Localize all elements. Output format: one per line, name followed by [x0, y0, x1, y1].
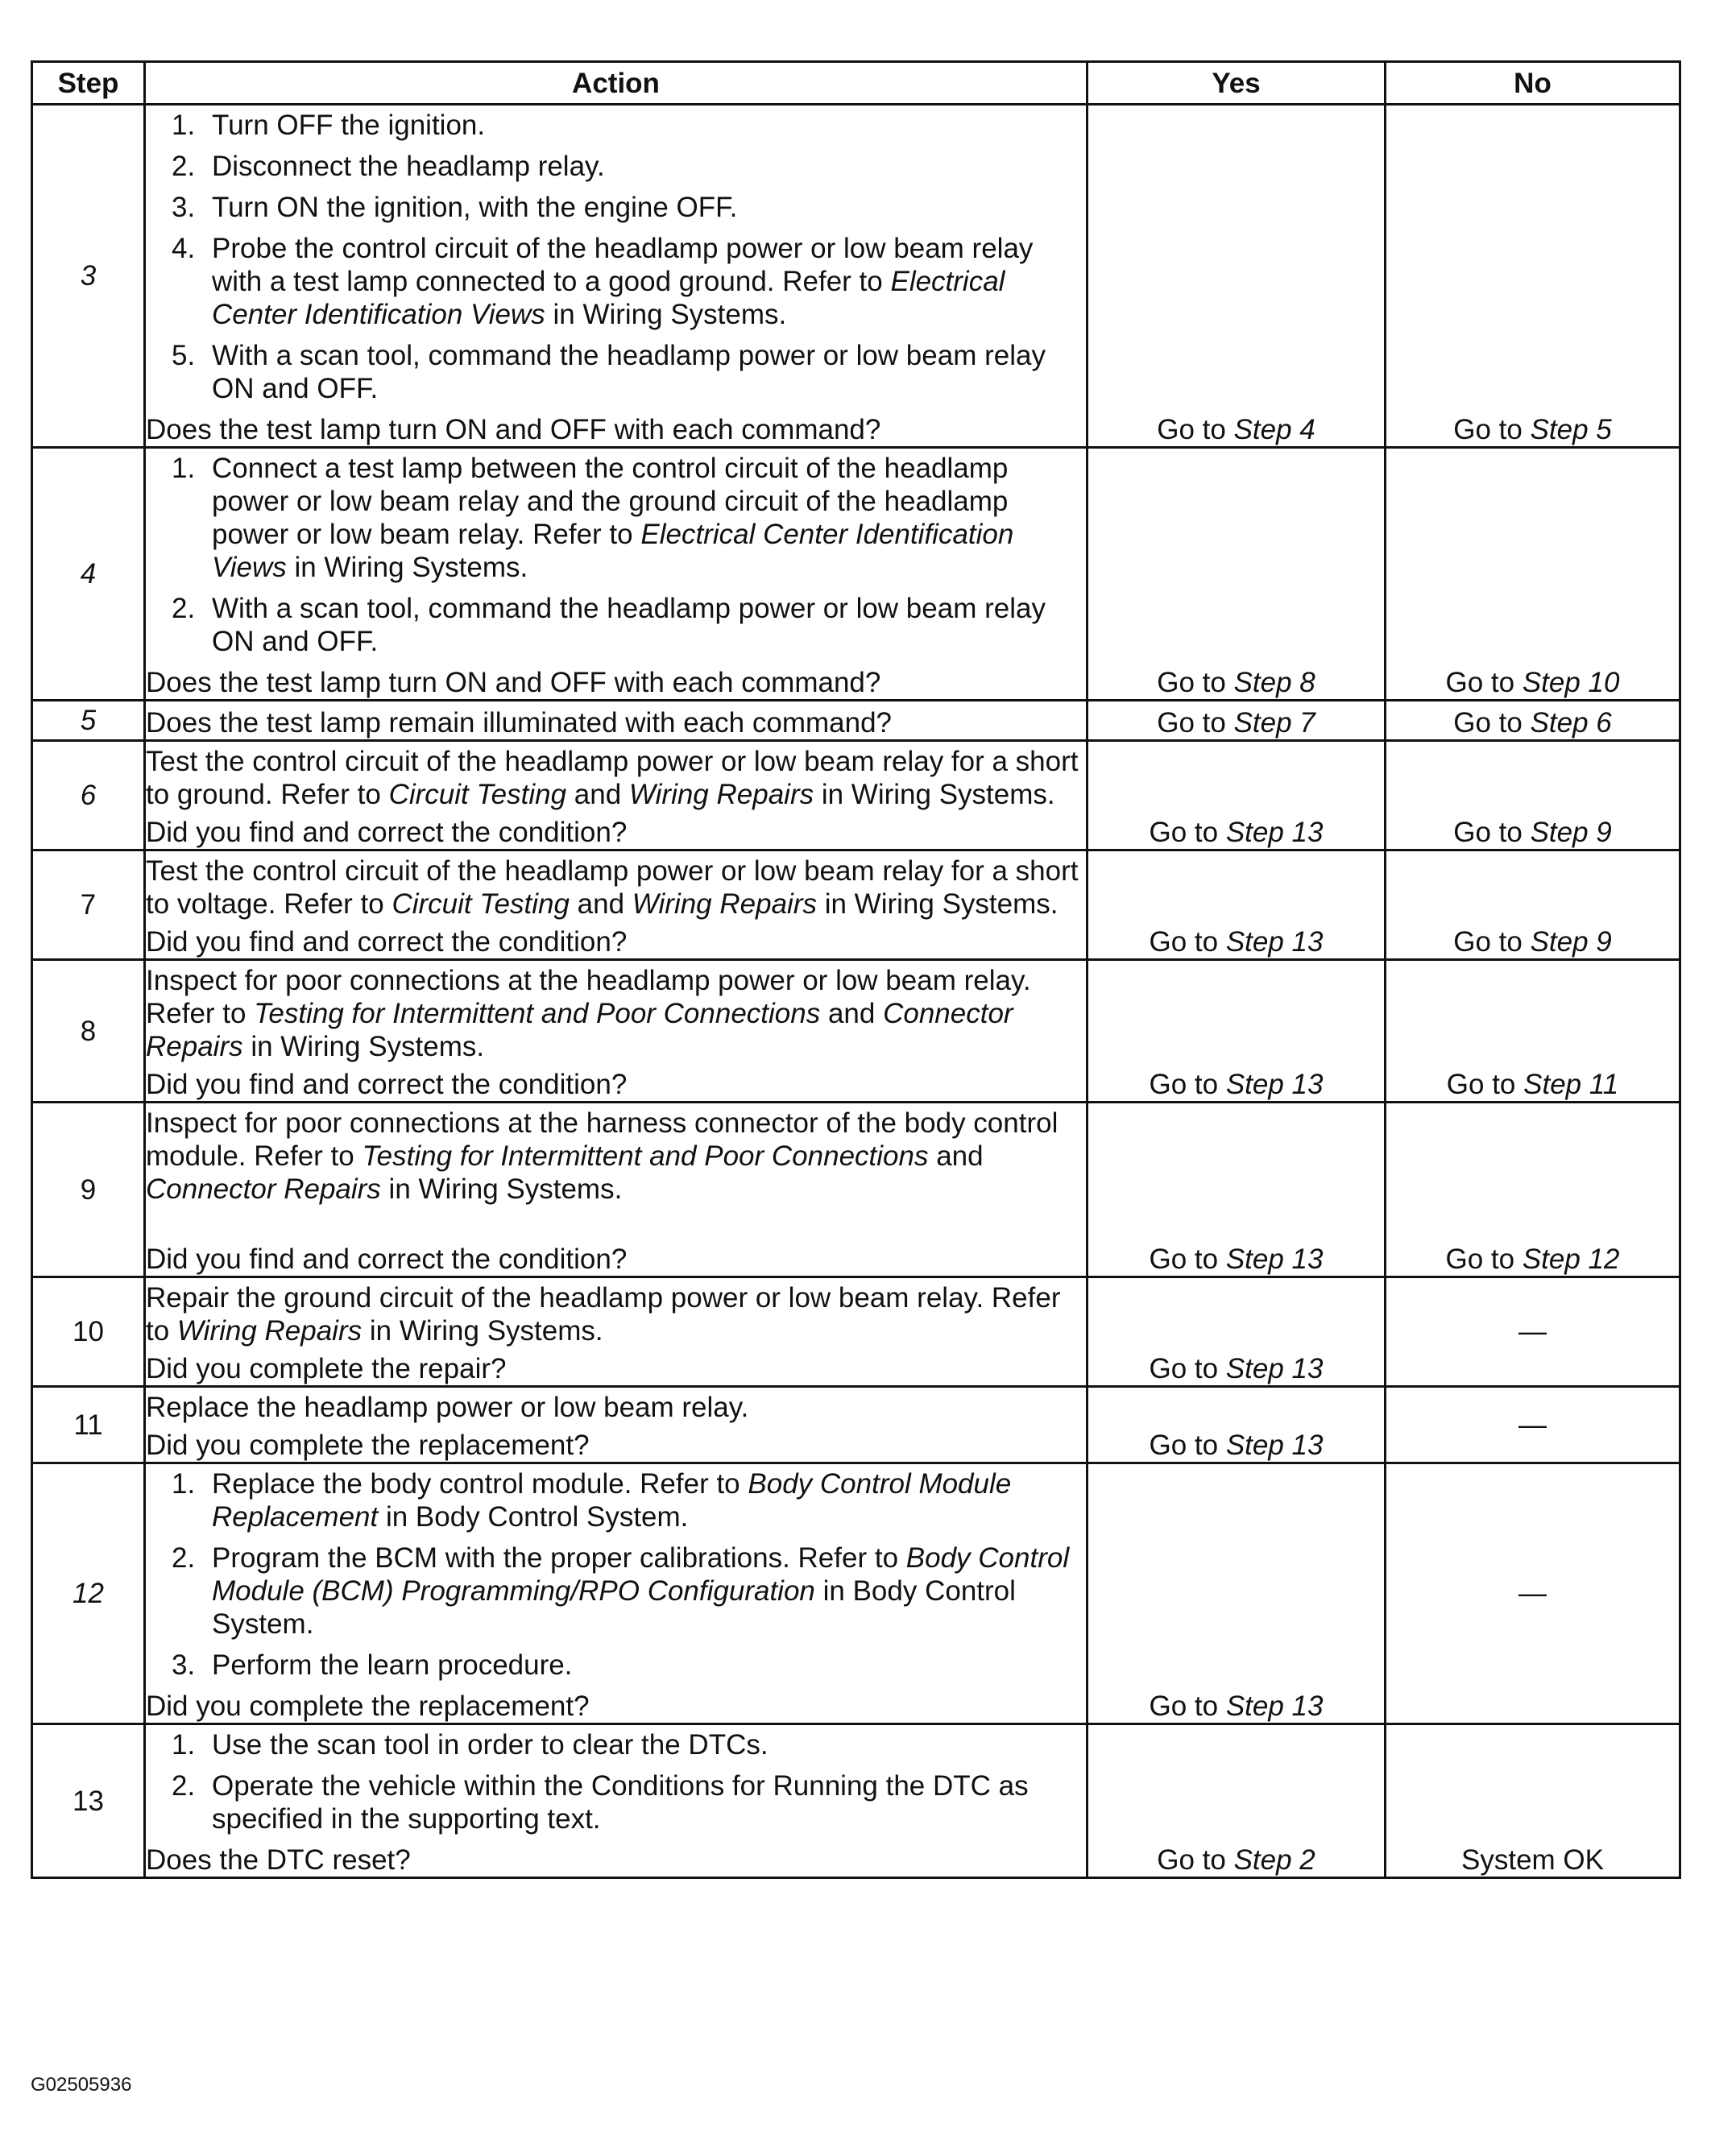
- action-list: [146, 1467, 1086, 1682]
- step-number: 6: [32, 741, 145, 850]
- text-segment: Go to: [1149, 926, 1226, 958]
- diagnostic-table: [31, 60, 1681, 1879]
- reference-text: Body Control Module Replacement: [212, 1468, 1012, 1533]
- no-cell: [1386, 105, 1680, 448]
- text-segment: Use the scan tool in order to clear the DTCs.: [212, 1729, 768, 1761]
- text-segment: Inspect for poor connections at the harness connector of the body control module. Refer to: [146, 1107, 1058, 1172]
- action-list-item: [146, 1769, 1086, 1835]
- table-row: [32, 741, 1680, 850]
- text-segment: —: [1518, 1409, 1547, 1441]
- text-segment: Go to: [1445, 667, 1522, 698]
- text-segment: System OK: [1461, 1844, 1604, 1876]
- step-number: 11: [32, 1387, 145, 1463]
- text-segment: Replace the headlamp power or low beam relay.: [146, 1392, 749, 1423]
- step-number: 8: [32, 960, 145, 1103]
- list-number: 4.: [172, 233, 196, 264]
- action-text: [146, 1107, 1086, 1206]
- no-cell: [1386, 850, 1680, 960]
- table-row: [32, 1103, 1680, 1277]
- yes-cell: [1088, 1463, 1386, 1724]
- text-segment: Disconnect the headlamp relay.: [212, 151, 605, 182]
- text-segment: and: [820, 998, 884, 1029]
- list-number: 2.: [172, 151, 196, 182]
- text-segment: Turn OFF the ignition.: [212, 110, 486, 141]
- reference-text: Step 8: [1233, 667, 1315, 698]
- question-text: Does the test lamp remain illuminated with each command?: [146, 707, 892, 739]
- list-number: 1.: [172, 1468, 196, 1500]
- no-cell: [1386, 960, 1680, 1103]
- text-segment: Go to: [1149, 1430, 1226, 1461]
- text-segment: Test the control circuit of the headlamp power or low beam relay for a short to ground. Refer to: [146, 746, 1079, 810]
- reference-text: Step 12: [1522, 1244, 1620, 1275]
- step-number: 13: [32, 1724, 145, 1878]
- no-cell: [1386, 1387, 1680, 1463]
- reference-text: Circuit Testing: [392, 888, 570, 920]
- text-segment: Replace the body control module. Refer to: [212, 1468, 748, 1500]
- yes-cell: [1088, 850, 1386, 960]
- text-segment: Go to: [1149, 1069, 1226, 1100]
- reference-text: Step 13: [1225, 1430, 1324, 1461]
- action-cell: [145, 1277, 1088, 1387]
- text-segment: Repair the ground circuit of the headlamp power or low beam relay. Refer to: [146, 1282, 1061, 1347]
- yes-cell: [1088, 960, 1386, 1103]
- reference-text: Step 13: [1225, 1690, 1324, 1722]
- text-segment: in Wiring Systems.: [814, 779, 1055, 810]
- table-row: [32, 960, 1680, 1103]
- step-number: 3: [32, 105, 145, 448]
- text-segment: and: [928, 1140, 984, 1172]
- reference-text: Testing for Intermittent and Poor Connections: [362, 1140, 929, 1172]
- text-segment: —: [1518, 1316, 1547, 1347]
- reference-text: Step 13: [1225, 817, 1324, 848]
- action-cell: [145, 741, 1088, 850]
- text-segment: With a scan tool, command the headlamp power or low beam relay ON and OFF.: [212, 593, 1046, 657]
- no-cell: [1386, 741, 1680, 850]
- list-number: 2.: [172, 1542, 196, 1574]
- text-segment: Go to: [1453, 926, 1531, 958]
- text-segment: in Wiring Systems.: [545, 299, 787, 330]
- list-number: 2.: [172, 1770, 196, 1802]
- question-text: Does the test lamp turn ON and OFF with each command?: [146, 667, 881, 698]
- reference-text: Testing for Intermittent and Poor Connections: [254, 998, 821, 1029]
- reference-text: Step 7: [1233, 707, 1315, 739]
- step-number: 9: [32, 1103, 145, 1277]
- action-text: [146, 964, 1086, 1063]
- text-segment: Probe the control circuit of the headlamp power or low beam relay with a test lamp connected to a good ground. Refer to: [212, 233, 1034, 297]
- list-number: 1.: [172, 110, 196, 141]
- yes-cell: [1088, 1387, 1386, 1463]
- text-segment: and: [566, 779, 629, 810]
- question-text: Does the DTC reset?: [146, 1844, 411, 1876]
- action-text: [146, 1391, 1086, 1424]
- header-action: Action: [145, 62, 1088, 105]
- question-text: Did you complete the replacement?: [146, 1430, 590, 1461]
- no-cell: [1386, 1103, 1680, 1277]
- list-number: 5.: [172, 340, 196, 371]
- step-number: 12: [32, 1463, 145, 1724]
- no-cell: [1386, 701, 1680, 741]
- yes-cell: [1088, 701, 1386, 741]
- no-cell: [1386, 1277, 1680, 1387]
- text-segment: Go to: [1453, 707, 1531, 739]
- reference-text: Connector Repairs: [146, 998, 1013, 1062]
- table-row: [32, 850, 1680, 960]
- text-segment: Perform the learn procedure.: [212, 1649, 573, 1681]
- text-segment: Program the BCM with the proper calibrations. Refer to: [212, 1542, 906, 1574]
- action-cell: [145, 448, 1088, 701]
- text-segment: Inspect for poor connections at the headlamp power or low beam relay. Refer to: [146, 965, 1031, 1029]
- text-segment: Go to: [1157, 667, 1234, 698]
- list-number: 3.: [172, 1649, 196, 1681]
- action-list-item: [146, 1541, 1086, 1641]
- action-cell: [145, 1387, 1088, 1463]
- question-text: Does the test lamp turn ON and OFF with each command?: [146, 414, 881, 445]
- text-segment: in Wiring Systems.: [242, 1031, 485, 1062]
- action-text: [146, 1281, 1086, 1347]
- action-list-item: [146, 150, 1086, 183]
- text-segment: Go to: [1149, 1244, 1226, 1275]
- reference-text: Step 9: [1530, 817, 1612, 848]
- table-row: [32, 1277, 1680, 1387]
- list-number: 2.: [172, 593, 196, 624]
- text-segment: Go to: [1446, 1069, 1524, 1100]
- action-list: [146, 1728, 1086, 1835]
- question-text: Did you complete the replacement?: [146, 1690, 590, 1722]
- action-cell: [145, 701, 1088, 741]
- text-segment: Turn ON the ignition, with the engine OFF.: [212, 192, 738, 223]
- action-list-item: [146, 232, 1086, 331]
- text-segment: in Wiring Systems.: [286, 552, 528, 583]
- action-cell: [145, 1463, 1088, 1724]
- step-number: 10: [32, 1277, 145, 1387]
- reference-text: Electrical Center Identification Views: [212, 266, 1005, 330]
- action-cell: [145, 1724, 1088, 1878]
- list-number: 1.: [172, 1729, 196, 1761]
- action-list-item: [146, 339, 1086, 405]
- no-cell: [1386, 448, 1680, 701]
- reference-text: Electrical Center Identification Views: [212, 519, 1014, 583]
- text-segment: in Body Control System.: [378, 1501, 689, 1533]
- text-segment: Go to: [1149, 817, 1226, 848]
- table-row: [32, 1724, 1680, 1878]
- text-segment: Go to: [1157, 1844, 1234, 1876]
- question-text: Did you find and correct the condition?: [146, 1069, 628, 1100]
- action-text: [146, 745, 1086, 811]
- text-segment: Go to: [1445, 1244, 1522, 1275]
- text-segment: Go to: [1149, 1690, 1226, 1722]
- action-list: [146, 109, 1086, 405]
- reference-text: Circuit Testing: [388, 779, 567, 810]
- action-cell: [145, 105, 1088, 448]
- no-cell: [1386, 1724, 1680, 1878]
- reference-text: Step 10: [1522, 667, 1620, 698]
- reference-text: Step 6: [1530, 707, 1612, 739]
- reference-text: Connector Repairs: [146, 1173, 381, 1205]
- action-cell: [145, 960, 1088, 1103]
- header-yes: Yes: [1088, 62, 1386, 105]
- text-segment: With a scan tool, command the headlamp power or low beam relay ON and OFF.: [212, 340, 1046, 404]
- reference-text: Step 13: [1225, 926, 1324, 958]
- question-text: Did you find and correct the condition?: [146, 1244, 628, 1275]
- text-segment: Go to: [1157, 414, 1234, 445]
- table-row: [32, 1387, 1680, 1463]
- reference-text: Step 13: [1225, 1069, 1324, 1100]
- question-text: Did you complete the repair?: [146, 1353, 507, 1384]
- reference-text: Wiring Repairs: [176, 1315, 362, 1347]
- action-list: [146, 452, 1086, 658]
- table-body: [32, 105, 1680, 1878]
- header-step: Step: [32, 62, 145, 105]
- action-cell: [145, 1103, 1088, 1277]
- text-segment: in Body Control System.: [212, 1575, 1016, 1640]
- list-number: 1.: [172, 453, 196, 484]
- reference-text: Step 5: [1530, 414, 1612, 445]
- reference-text: Body Control Module (BCM) Programming/RPO Configuration: [212, 1542, 1070, 1607]
- yes-cell: [1088, 1103, 1386, 1277]
- action-list-item: [146, 1728, 1086, 1761]
- table-row: [32, 448, 1680, 701]
- text-segment: Test the control circuit of the headlamp power or low beam relay for a short to voltage. Refer to: [146, 855, 1079, 920]
- action-list-item: [146, 109, 1086, 142]
- reference-text: Wiring Repairs: [628, 779, 814, 810]
- action-list-item: [146, 1467, 1086, 1533]
- reference-text: Step 2: [1233, 1844, 1315, 1876]
- text-segment: Go to: [1149, 1353, 1226, 1384]
- reference-text: Step 13: [1225, 1353, 1324, 1384]
- figure-id: G02505936: [31, 2074, 132, 2096]
- action-text: [146, 855, 1086, 921]
- text-segment: Go to: [1453, 414, 1531, 445]
- yes-cell: [1088, 1724, 1386, 1878]
- header-row: [32, 62, 1680, 105]
- step-number: 5: [32, 701, 145, 741]
- text-segment: and: [569, 888, 632, 920]
- text-segment: Operate the vehicle within the Conditions for Running the DTC as specified in the supporting text.: [212, 1770, 1029, 1835]
- question-text: Did you find and correct the condition?: [146, 926, 628, 958]
- text-segment: Connect a test lamp between the control circuit of the headlamp power or low beam relay and the ground circuit of the headlamp power or low beam relay. Refer to: [212, 453, 1009, 550]
- step-number: 7: [32, 850, 145, 960]
- list-number: 3.: [172, 192, 196, 223]
- action-list-item: [146, 191, 1086, 224]
- no-cell: [1386, 1463, 1680, 1724]
- reference-text: Step 11: [1523, 1069, 1619, 1100]
- text-segment: Go to: [1453, 817, 1531, 848]
- text-segment: Go to: [1157, 707, 1234, 739]
- reference-text: Wiring Repairs: [632, 888, 817, 920]
- action-list-item: [146, 452, 1086, 584]
- text-segment: —: [1518, 1578, 1547, 1609]
- step-number: 4: [32, 448, 145, 701]
- table-row: [32, 105, 1680, 448]
- header-no: No: [1386, 62, 1680, 105]
- table-row: [32, 701, 1680, 741]
- spacer: [146, 1206, 1086, 1238]
- yes-cell: [1088, 741, 1386, 850]
- reference-text: Step 9: [1530, 926, 1612, 958]
- text-segment: in Wiring Systems.: [380, 1173, 623, 1205]
- reference-text: Step 13: [1225, 1244, 1324, 1275]
- table-row: [32, 1463, 1680, 1724]
- yes-cell: [1088, 1277, 1386, 1387]
- reference-text: Step 4: [1233, 414, 1315, 445]
- action-cell: [145, 850, 1088, 960]
- yes-cell: [1088, 448, 1386, 701]
- action-list-item: [146, 1649, 1086, 1682]
- text-segment: in Wiring Systems.: [816, 888, 1058, 920]
- text-segment: in Wiring Systems.: [362, 1315, 603, 1347]
- yes-cell: [1088, 105, 1386, 448]
- action-list-item: [146, 592, 1086, 658]
- question-text: Did you find and correct the condition?: [146, 817, 628, 848]
